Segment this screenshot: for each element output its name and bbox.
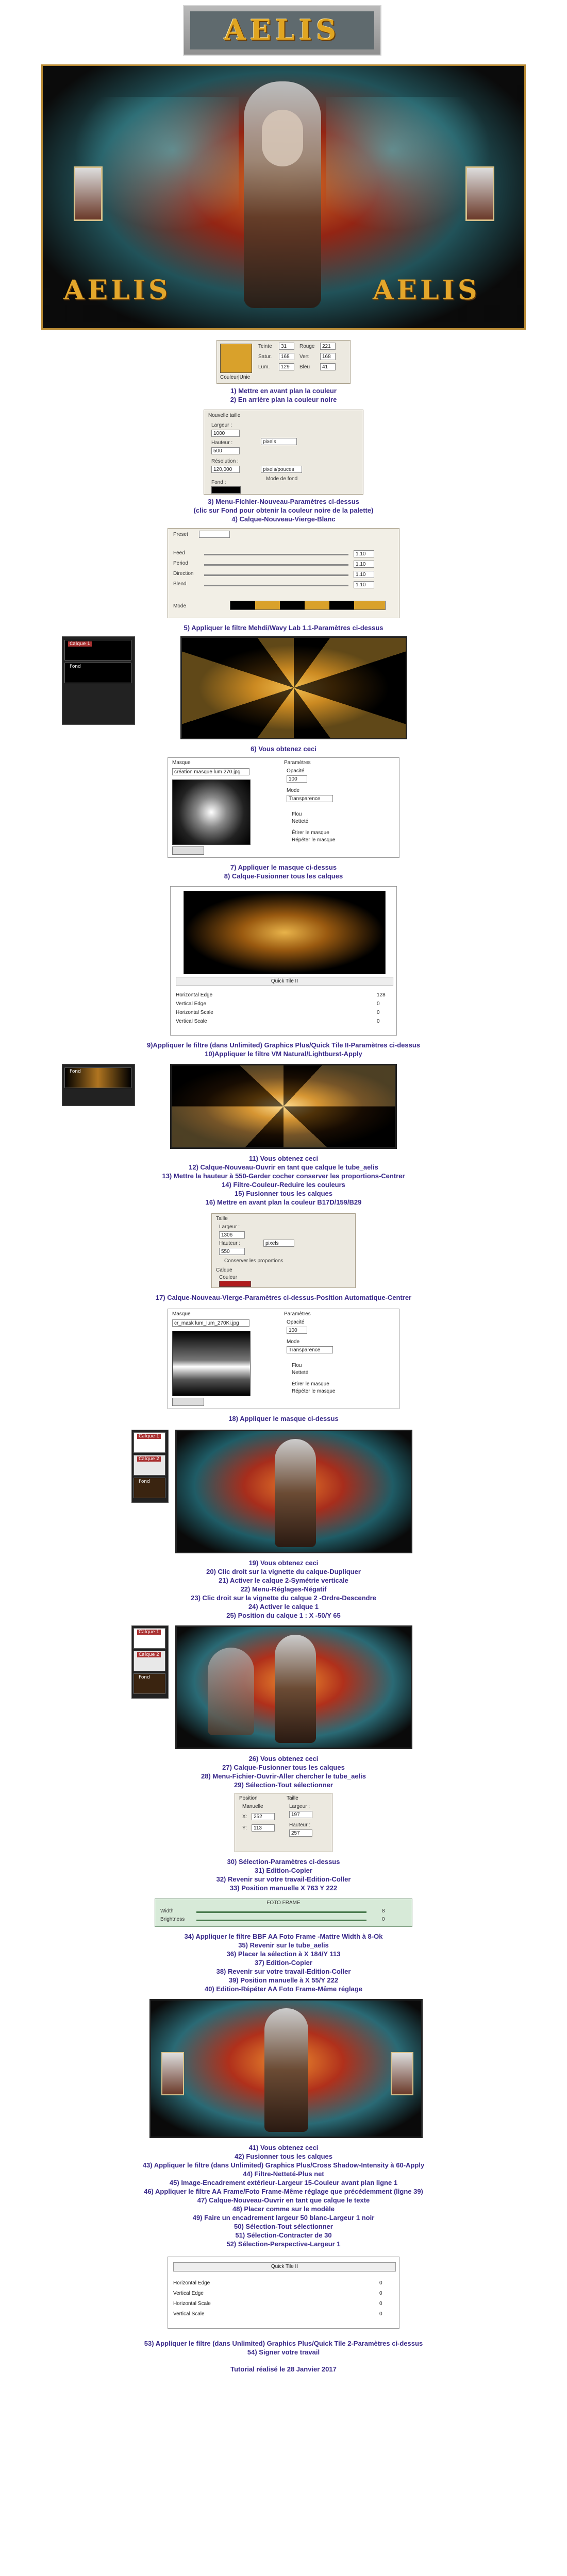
mask-title-2: Masque — [172, 1311, 191, 1317]
period-slider[interactable] — [204, 564, 348, 566]
step-2: 2) En arrière plan la couleur noire — [230, 396, 337, 403]
blue-input[interactable]: 41 — [320, 363, 336, 370]
layer-name-d2: Calque 2 — [137, 1652, 161, 1657]
step-3: 3) Menu-Fichier-Nouveau-Paramètres ci-dessus — [207, 498, 360, 505]
step-41: 41) Vous obtenez ceci — [248, 2144, 319, 2151]
step-7: 7) Appliquer le masque ci-dessus — [230, 863, 337, 871]
resolution-label: Résolution : — [211, 459, 239, 464]
foto-frame-title: FOTO FRAME — [266, 1900, 301, 1906]
banner-word-right: AELIS — [373, 275, 480, 306]
wavy-color-swatches[interactable] — [230, 601, 386, 610]
foto-width-value[interactable]: 8 — [382, 1908, 385, 1914]
h-edge-value-2[interactable]: 0 — [379, 2280, 382, 2286]
step41-result — [149, 1999, 423, 2138]
height-input[interactable]: 500 — [211, 447, 240, 454]
new-size-title: Nouvelle taille — [208, 413, 241, 418]
hue-input[interactable]: 31 — [279, 343, 294, 350]
mode-select-1[interactable]: Transparence — [287, 795, 333, 802]
v-scale-label-2: Vertical Scale — [173, 2311, 205, 2317]
fill-label: Fond : — [211, 480, 226, 485]
step-6: 6) Vous obtenez ceci — [251, 745, 316, 753]
feed-label: Feed — [173, 550, 185, 556]
mask-preview-2 — [172, 1331, 251, 1396]
foto-brightness-label: Brightness — [160, 1917, 185, 1922]
mode-label: Mode — [173, 603, 187, 609]
step-14: 14) Filtre-Couleur-Reduire les couleurs — [222, 1181, 345, 1189]
sel-height-input[interactable]: 257 — [289, 1829, 312, 1837]
h-scale-value-1[interactable]: 0 — [377, 1010, 380, 1015]
mask-preview-buttons[interactable] — [172, 846, 204, 855]
mode-label-2: Mode — [287, 1339, 300, 1345]
step-5: 5) Appliquer le filtre Mehdi/Wavy Lab 1.1-Paramètres ci-dessus — [184, 624, 383, 632]
width-label: Largeur : — [211, 422, 232, 428]
layer-name-bg-b: Fond — [70, 1069, 81, 1074]
step-37: 37) Edition-Copier — [255, 1959, 312, 1967]
h-scale-value-2[interactable]: 0 — [379, 2301, 382, 2307]
option-stretch-2[interactable]: Étirer le masque — [292, 1381, 329, 1387]
layer-row-calque1-d[interactable] — [134, 1628, 165, 1649]
feed-slider[interactable] — [204, 554, 348, 555]
h-edge-label-2: Horizontal Edge — [173, 2280, 210, 2286]
opacity-input[interactable]: 100 — [287, 775, 307, 783]
v-edge-label-2: Vertical Edge — [173, 2291, 204, 2296]
step26-result — [175, 1625, 412, 1749]
layer-name-bg: Fond — [70, 664, 81, 669]
quick-tile-dialog-2 — [168, 2257, 399, 2329]
new-image-dialog — [204, 410, 363, 495]
step-26: 26) Vous obtenez ceci — [248, 1755, 319, 1762]
step-27: 27) Calque-Fusionner tous les calques — [222, 1764, 345, 1771]
step-16: 16) Mettre en avant plan la couleur B17D/159/B29 — [205, 1198, 362, 1206]
step-20: 20) Clic droit sur la vignette du calque-Dupliquer — [206, 1568, 361, 1575]
option-blur[interactable]: Flou — [292, 811, 302, 817]
bg-mode-label: Mode de fond — [266, 476, 298, 482]
opacity-input-2[interactable]: 100 — [287, 1327, 307, 1334]
direction-slider[interactable] — [204, 574, 348, 576]
step-36: 36) Placer la sélection à X 184/Y 113 — [226, 1950, 341, 1958]
step-29: 29) Sélection-Tout sélectionner — [234, 1781, 333, 1789]
resize-dialog — [211, 1213, 356, 1288]
foto-brightness-value[interactable]: 0 — [382, 1917, 385, 1922]
v-scale-value-1[interactable]: 0 — [377, 1019, 380, 1024]
blend-input[interactable]: 1.10 — [354, 581, 374, 588]
color-panel — [216, 340, 351, 384]
resolution-unit-select[interactable]: pixels/pouces — [261, 466, 302, 473]
step-38: 38) Revenir sur votre travail-Edition-Coller — [216, 1968, 351, 1975]
sel-y-label: Y: — [242, 1825, 247, 1831]
sat-label: Satur. — [258, 354, 272, 360]
opacity-label-2: Opacité — [287, 1319, 305, 1325]
lum-input[interactable]: 129 — [279, 363, 294, 370]
mask-preview-buttons-2[interactable] — [172, 1398, 204, 1406]
layer-label: Calque — [216, 1267, 232, 1273]
keep-proportions-checkbox[interactable]: Conserver les proportions — [224, 1258, 284, 1264]
layer-row-calque2-d[interactable] — [134, 1651, 165, 1671]
banner-word-left: AELIS — [63, 275, 171, 306]
step-49: 49) Faire un encadrement largeur 50 blanc-Largeur 1 noir — [192, 2214, 375, 2222]
step-51: 51) Sélection-Contracter de 30 — [235, 2231, 332, 2239]
sat-input[interactable]: 168 — [279, 353, 294, 360]
mask-params-title-2: Paramètres — [284, 1311, 311, 1317]
red-input[interactable]: 221 — [320, 343, 336, 350]
option-blur-2[interactable]: Flou — [292, 1363, 302, 1368]
sel-y-input[interactable]: 113 — [252, 1824, 275, 1832]
resize-unit-select[interactable]: pixels — [263, 1240, 294, 1247]
step-22: 22) Menu-Réglages-Négatif — [240, 1585, 327, 1593]
feed-input[interactable]: 1.10 — [354, 550, 374, 557]
hue-label: Teinte — [258, 344, 272, 349]
step-10: 10)Appliquer le filtre VM Natural/Lightburst-Apply — [205, 1050, 362, 1058]
option-repeat[interactable]: Répéter le masque — [292, 837, 336, 843]
direction-label: Direction — [173, 571, 194, 577]
step-9: 9)Appliquer le filtre (dans Unlimited) Graphics Plus/Quick Tile II-Paramètres ci-dessus — [146, 1041, 421, 1049]
preset-label: Preset — [173, 532, 188, 537]
mask-title: Masque — [172, 760, 191, 766]
layers-panel-d — [131, 1625, 169, 1699]
resolution-input[interactable]: 120,000 — [211, 466, 240, 473]
option-sharpness-2[interactable]: Netteté — [292, 1370, 309, 1376]
step-45: 45) Image-Encadrement extérieur-Largeur 15-Couleur avant plan ligne 1 — [169, 2179, 398, 2187]
step-48: 48) Placer comme sur le modèle — [232, 2205, 335, 2213]
period-input[interactable]: 1.10 — [354, 561, 374, 568]
h-scale-label-1: Horizontal Scale — [176, 1010, 213, 1015]
step-28: 28) Menu-Fichier-Ouvrir-Aller chercher le tube_aelis — [201, 1772, 366, 1780]
sel-x-input[interactable]: 252 — [252, 1813, 275, 1820]
height-label: Hauteur : — [211, 440, 233, 446]
result-banner — [41, 64, 526, 330]
step-30: 30) Sélection-Paramètres ci-dessus — [227, 1858, 340, 1866]
step-12: 12) Calque-Nouveau-Ouvrir en tant que calque le tube_aelis — [189, 1163, 378, 1171]
step-3b: (clic sur Fond pour obtenir la couleur noire de la palette) — [193, 506, 374, 514]
mask-preview — [172, 779, 251, 845]
h-edge-value-1[interactable]: 128 — [377, 992, 386, 998]
step-33: 33) Position manuelle X 763 Y 222 — [229, 1884, 338, 1892]
color-label: Couleur — [219, 1275, 238, 1280]
sel-position-label: Position — [239, 1795, 258, 1801]
step-34: 34) Appliquer le filtre BBF AA Foto Frame -Mattre Width à 8-Ok — [184, 1933, 383, 1940]
v-edge-label-1: Vertical Edge — [176, 1001, 206, 1007]
step-11: 11) Vous obtenez ceci — [248, 1155, 319, 1162]
lum-label: Lum. — [258, 364, 270, 370]
step-19: 19) Vous obtenez ceci — [248, 1559, 319, 1567]
step-53: 53) Appliquer le filtre (dans Unlimited) Graphics Plus/Quick Tile 2-Paramètres ci-dessus — [144, 2340, 423, 2347]
step-52: 52) Sélection-Perspective-Largeur 1 — [226, 2240, 341, 2248]
header-logo — [183, 5, 381, 56]
step-25: 25) Position du calque 1 : X -50/Y 65 — [226, 1612, 341, 1619]
layer-name: Calque 1 — [68, 641, 92, 647]
layer-row-calque1[interactable] — [64, 640, 131, 660]
step-50: 50) Sélection-Tout sélectionner — [234, 2223, 333, 2230]
layer-name-c-bg: Fond — [139, 1479, 150, 1484]
step-42: 42) Fusionner tous les calques — [235, 2153, 332, 2160]
selection-dialog — [235, 1793, 332, 1852]
step-15: 15) Fusionner tous les calques — [235, 1190, 332, 1197]
step-39: 39) Position manuelle à X 55/Y 222 — [228, 1976, 339, 1984]
h-edge-label-1: Horizontal Edge — [176, 992, 213, 998]
step-21: 21) Activer le calque 2-Symétrie verticale — [219, 1577, 348, 1584]
layer-color-box[interactable] — [219, 1281, 251, 1287]
mask-dialog-1 — [168, 757, 399, 858]
unit-select[interactable]: pixels — [261, 438, 297, 445]
step-4: 4) Calque-Nouveau-Vierge-Blanc — [231, 515, 336, 523]
step-35: 35) Revenir sur le tube_aelis — [238, 1941, 329, 1949]
layer-name-d1: Calque 1 — [137, 1630, 161, 1635]
sel-width-label: Largeur : — [289, 1804, 310, 1809]
layer-name-d-bg: Fond — [139, 1675, 150, 1680]
quick-tile-dialog-1 — [170, 886, 397, 1036]
mask-file-select[interactable]: création masque lum 270.jpg — [172, 768, 249, 775]
color-type-label: Couleur|Unie — [220, 375, 251, 380]
mode-select-2[interactable]: Transparence — [287, 1346, 333, 1353]
layer-name-c1: Calque 1 — [137, 1434, 161, 1439]
resize-height-input[interactable]: 550 — [219, 1248, 245, 1255]
resize-width-input[interactable]: 1306 — [219, 1231, 245, 1239]
blend-label: Blend — [173, 581, 187, 587]
mask-params-title: Paramètres — [284, 760, 311, 766]
layer-row-calque2-c[interactable] — [134, 1455, 165, 1476]
preset-select[interactable] — [199, 531, 230, 538]
step-32: 32) Revenir sur votre travail-Edition-Coller — [216, 1875, 351, 1883]
step-18: 18) Appliquer le masque ci-dessus — [228, 1415, 339, 1422]
option-stretch[interactable]: Étirer le masque — [292, 830, 329, 836]
footer-credit: Tutorial réalisé le 28 Janvier 2017 — [230, 2365, 337, 2373]
foto-width-label: Width — [160, 1908, 174, 1914]
green-input[interactable]: 168 — [320, 353, 336, 360]
mode-label-1: Mode — [287, 788, 300, 793]
step-1: 1) Mettre en avant plan la couleur — [230, 387, 337, 395]
foto-brightness-slider[interactable] — [196, 1920, 366, 1921]
layer-row-fond[interactable] — [64, 663, 131, 683]
v-scale-value-2[interactable]: 0 — [379, 2311, 382, 2317]
step-43: 43) Appliquer le filtre (dans Unlimited) Graphics Plus/Cross Shadow-Intensity à 60-Apply — [142, 2161, 425, 2169]
sel-width-input[interactable]: 197 — [289, 1811, 312, 1818]
step-24: 24) Activer le calque 1 — [248, 1603, 319, 1611]
blend-slider[interactable] — [204, 585, 348, 586]
step-23: 23) Clic droit sur la vignette du calque 2 -Ordre-Descendre — [191, 1594, 376, 1602]
mask-file-select-2[interactable]: cr_mask lum_lum_270Ki.jpg — [172, 1319, 249, 1327]
v-edge-value-1[interactable]: 0 — [377, 1001, 380, 1007]
foto-frame-panel — [155, 1899, 412, 1927]
red-label: Rouge — [299, 344, 315, 349]
resize-width-label: Largeur : — [219, 1224, 240, 1230]
v-edge-value-2[interactable]: 0 — [379, 2291, 382, 2296]
layers-panel-a — [62, 636, 135, 725]
sel-x-label: X: — [242, 1814, 247, 1820]
step-54: 54) Signer votre travail — [247, 2348, 320, 2356]
wavy-lab-panel — [168, 528, 399, 618]
resize-height-label: Hauteur : — [219, 1241, 241, 1246]
layer-name-c2: Calque 2 — [137, 1456, 161, 1462]
sel-size-label: Taille — [287, 1795, 298, 1801]
logo-text: AELIS — [224, 13, 341, 46]
foto-width-slider[interactable] — [196, 1911, 366, 1913]
resize-section-title: Taille — [216, 1216, 228, 1222]
step-40: 40) Edition-Répéter AA Foto Frame-Même réglage — [204, 1985, 363, 1993]
wavy-result — [180, 636, 407, 739]
layer-row-calque1-c[interactable] — [134, 1432, 165, 1453]
step-46: 46) Appliquer le filtre AA Frame/Foto Frame-Même réglage que précédemment (ligne 39) — [144, 2188, 423, 2195]
layer-row-fond-d[interactable] — [134, 1673, 165, 1694]
right-mini-frame — [465, 166, 494, 221]
left-mini-frame — [74, 166, 103, 221]
step-17: 17) Calque-Nouveau-Vierge-Paramètres ci-dessus-Position Automatique-Centrer — [155, 1294, 412, 1301]
width-input[interactable]: 1000 — [211, 430, 240, 437]
step-13: 13) Mettre la hauteur à 550-Garder cocher conserver les proportions-Centrer — [162, 1172, 405, 1180]
color-swatch[interactable] — [220, 344, 252, 373]
quick-tile-button-1[interactable]: Quick Tile II — [176, 977, 393, 986]
sel-height-label: Hauteur : — [289, 1822, 311, 1828]
layer-row-fond-b[interactable] — [64, 1067, 131, 1088]
step-31: 31) Edition-Copier — [255, 1867, 312, 1874]
lightburst-result — [170, 1064, 397, 1149]
direction-input[interactable]: 1.10 — [354, 571, 374, 578]
mask-dialog-2 — [168, 1309, 399, 1409]
layers-panel-b — [62, 1064, 135, 1106]
h-scale-label-2: Horizontal Scale — [173, 2301, 211, 2307]
option-repeat-2[interactable]: Répéter le masque — [292, 1388, 336, 1394]
blue-label: Bleu — [299, 364, 310, 370]
sel-manual-radio[interactable]: Manuelle — [242, 1804, 263, 1809]
quick-tile-button-2[interactable]: Quick Tile II — [173, 2262, 396, 2272]
fill-color-box[interactable] — [211, 486, 241, 494]
layer-row-fond-c[interactable] — [134, 1478, 165, 1498]
v-scale-label-1: Vertical Scale — [176, 1019, 207, 1024]
option-sharpness[interactable]: Netteté — [292, 819, 309, 824]
period-label: Period — [173, 561, 188, 566]
step-47: 47) Calque-Nouveau-Ouvrir en tant que calque le texte — [197, 2196, 370, 2204]
quick-tile-preview-1 — [184, 891, 386, 974]
step-44: 44) Filtre-Netteté-Plus net — [243, 2170, 324, 2178]
opacity-label: Opacité — [287, 768, 305, 774]
step-8: 8) Calque-Fusionner tous les calques — [224, 872, 343, 880]
layers-panel-c — [131, 1430, 169, 1503]
green-label: Vert — [299, 354, 309, 360]
step19-result — [175, 1430, 412, 1553]
